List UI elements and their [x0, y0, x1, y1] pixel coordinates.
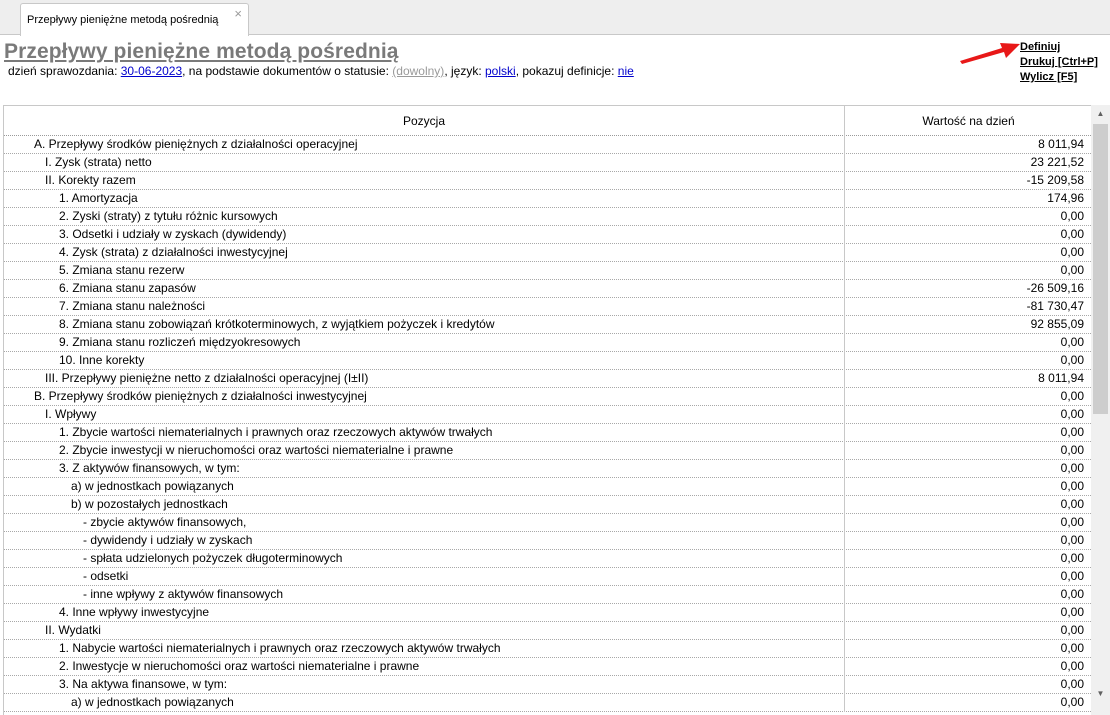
arrow-pointer-icon — [958, 38, 1022, 66]
value-cell: 0,00 — [1060, 659, 1084, 673]
value-cell: 0,00 — [1060, 623, 1084, 637]
position-cell: II. Korekty razem — [4, 172, 845, 190]
tab-bar — [0, 0, 1110, 35]
position-cell: 2. Zyski (straty) z tytułu różnic kursowych — [4, 208, 845, 226]
value-cell: 8 011,94 — [1038, 371, 1084, 385]
position-cell: 3. Z aktywów finansowych, w tym: — [4, 460, 845, 478]
table-row[interactable] — [4, 586, 1091, 604]
table-row[interactable] — [4, 622, 1091, 640]
scroll-thumb[interactable] — [1093, 124, 1108, 414]
action-links — [1020, 40, 1098, 85]
calculate-link[interactable]: Wylicz [F5] — [1020, 71, 1078, 83]
position-cell: 9. Zmiana stanu rozliczeń międzyokresowych — [4, 334, 845, 352]
position-cell: I. Zysk (strata) netto — [4, 154, 845, 172]
status-link[interactable]: (dowolny) — [392, 64, 445, 78]
table-row[interactable] — [4, 478, 1091, 496]
position-cell: 8. Zmiana stanu zobowiązań krótkoterminowych, z wyjątkiem pożyczek i kredytów — [4, 316, 845, 334]
value-cell: 0,00 — [1060, 551, 1084, 565]
position-cell: 4. Zysk (strata) z działalności inwestycyjnej — [4, 244, 845, 262]
scroll-down-icon[interactable]: ▼ — [1096, 689, 1105, 698]
table-row[interactable] — [4, 658, 1091, 676]
value-cell: 0,00 — [1060, 335, 1084, 349]
table-row[interactable] — [4, 424, 1091, 442]
table-row[interactable] — [4, 334, 1091, 352]
position-cell: 1. Zbycie wartości niematerialnych i prawnych oraz rzeczowych aktywów trwałych — [4, 424, 845, 442]
value-cell: 92 855,09 — [1030, 317, 1084, 331]
value-cell: -26 509,16 — [1026, 281, 1084, 295]
table-body — [4, 136, 1091, 712]
position-cell: b) w pozostałych jednostkach — [4, 496, 845, 514]
table-row[interactable] — [4, 568, 1091, 586]
position-cell: a) w jednostkach powiązanych — [4, 478, 845, 496]
page-title: Przepływy pieniężne metodą pośrednią — [4, 40, 399, 63]
table-row[interactable] — [4, 352, 1091, 370]
value-cell: 0,00 — [1060, 461, 1084, 475]
table-row[interactable] — [4, 298, 1091, 316]
define-link[interactable]: Definiuj — [1020, 41, 1061, 53]
table-header — [4, 106, 1091, 136]
position-cell: 3. Odsetki i udziały w zyskach (dywidendy) — [4, 226, 845, 244]
value-cell: 0,00 — [1060, 389, 1084, 403]
position-cell: III. Przepływy pieniężne netto z działalności operacyjnej (I±II) — [4, 370, 845, 388]
table-row[interactable] — [4, 460, 1091, 478]
value-cell: 0,00 — [1060, 227, 1084, 241]
report-date-label: dzień sprawozdania: — [8, 64, 118, 78]
language-label: , język: — [444, 64, 482, 78]
column-header-position[interactable]: Pozycja — [4, 106, 845, 136]
value-cell: 0,00 — [1060, 245, 1084, 259]
table-row[interactable] — [4, 262, 1091, 280]
value-cell: 0,00 — [1060, 677, 1084, 691]
value-cell: 23 221,52 — [1030, 155, 1084, 169]
table-row[interactable] — [4, 496, 1091, 514]
tab-label: Przepływy pieniężne metodą pośrednią — [27, 14, 219, 26]
value-cell: 0,00 — [1060, 569, 1084, 583]
position-cell: B. Przepływy środków pieniężnych z działalności inwestycyjnej — [4, 388, 845, 406]
position-cell: a) w jednostkach powiązanych — [4, 694, 845, 712]
position-cell: - inne wpływy z aktywów finansowych — [4, 586, 845, 604]
value-cell: 0,00 — [1060, 209, 1084, 223]
column-header-value[interactable]: Wartość na dzień — [922, 114, 1015, 128]
cash-flow-table — [3, 105, 1091, 715]
position-cell: 7. Zmiana stanu należności — [4, 298, 845, 316]
table-row[interactable] — [4, 280, 1091, 298]
position-cell: 1. Nabycie wartości niematerialnych i prawnych oraz rzeczowych aktywów trwałych — [4, 640, 845, 658]
vertical-scrollbar[interactable] — [1091, 105, 1110, 715]
value-cell: 8 011,94 — [1038, 137, 1084, 151]
value-cell: 174,96 — [1047, 191, 1084, 205]
table-row[interactable] — [4, 136, 1091, 154]
value-cell: 0,00 — [1060, 641, 1084, 655]
value-cell: -15 209,58 — [1026, 173, 1084, 187]
value-cell: 0,00 — [1060, 695, 1084, 709]
print-link[interactable]: Drukuj [Ctrl+P] — [1020, 56, 1098, 68]
table-row[interactable] — [4, 550, 1091, 568]
scroll-up-icon[interactable]: ▲ — [1096, 109, 1105, 118]
report-date-link[interactable]: 30-06-2023 — [120, 64, 183, 78]
value-cell: 0,00 — [1060, 533, 1084, 547]
position-cell: II. Wydatki — [4, 622, 845, 640]
table-row[interactable] — [4, 172, 1091, 190]
position-cell: 6. Zmiana stanu zapasów — [4, 280, 845, 298]
definitions-label: , pokazuj definicje: — [515, 64, 615, 78]
table-row[interactable] — [4, 388, 1091, 406]
table-row[interactable] — [4, 370, 1091, 388]
position-cell: - zbycie aktywów finansowych, — [4, 514, 845, 532]
table-row[interactable] — [4, 226, 1091, 244]
table-row[interactable] — [4, 208, 1091, 226]
status-label: , na podstawie dokumentów o statusie: — [182, 64, 389, 78]
value-cell: 0,00 — [1060, 353, 1084, 367]
position-cell: 4. Inne wpływy inwestycyjne — [4, 604, 845, 622]
language-link[interactable]: polski — [485, 64, 516, 78]
table-row[interactable] — [4, 190, 1091, 208]
position-cell: - dywidendy i udziały w zyskach — [4, 532, 845, 550]
position-cell: A. Przepływy środków pieniężnych z działalności operacyjnej — [4, 136, 845, 154]
value-cell: 0,00 — [1060, 515, 1084, 529]
position-cell: - spłata udzielonych pożyczek długoterminowych — [4, 550, 845, 568]
close-icon[interactable]: × — [234, 6, 242, 21]
value-cell: 0,00 — [1060, 425, 1084, 439]
table-row[interactable] — [4, 694, 1091, 712]
definitions-link[interactable]: nie — [617, 64, 634, 78]
value-cell: -81 730,47 — [1026, 299, 1084, 313]
position-cell: I. Wpływy — [4, 406, 845, 424]
table-row[interactable] — [4, 676, 1091, 694]
tab-cash-flow[interactable] — [20, 3, 249, 36]
table-row[interactable] — [4, 532, 1091, 550]
position-cell: 2. Zbycie inwestycji w nieruchomości oraz wartości niematerialne i prawne — [4, 442, 845, 460]
table-row[interactable] — [4, 154, 1091, 172]
table-row[interactable] — [4, 604, 1091, 622]
position-cell: - odsetki — [4, 568, 845, 586]
position-cell: 1. Amortyzacja — [4, 190, 845, 208]
position-cell: 3. Na aktywa finansowe, w tym: — [4, 676, 845, 694]
value-cell: 0,00 — [1060, 587, 1084, 601]
value-cell: 0,00 — [1060, 443, 1084, 457]
table-row[interactable] — [4, 316, 1091, 334]
position-cell: 10. Inne korekty — [4, 352, 845, 370]
report-parameters — [8, 64, 634, 78]
value-cell: 0,00 — [1060, 497, 1084, 511]
table-row[interactable] — [4, 244, 1091, 262]
position-cell: 5. Zmiana stanu rezerw — [4, 262, 845, 280]
value-cell: 0,00 — [1060, 605, 1084, 619]
value-cell: 0,00 — [1060, 263, 1084, 277]
table-row[interactable] — [4, 514, 1091, 532]
position-cell: 2. Inwestycje w nieruchomości oraz wartości niematerialne i prawne — [4, 658, 845, 676]
value-cell: 0,00 — [1060, 407, 1084, 421]
value-cell: 0,00 — [1060, 479, 1084, 493]
table-row[interactable] — [4, 406, 1091, 424]
table-row[interactable] — [4, 640, 1091, 658]
table-row[interactable] — [4, 442, 1091, 460]
